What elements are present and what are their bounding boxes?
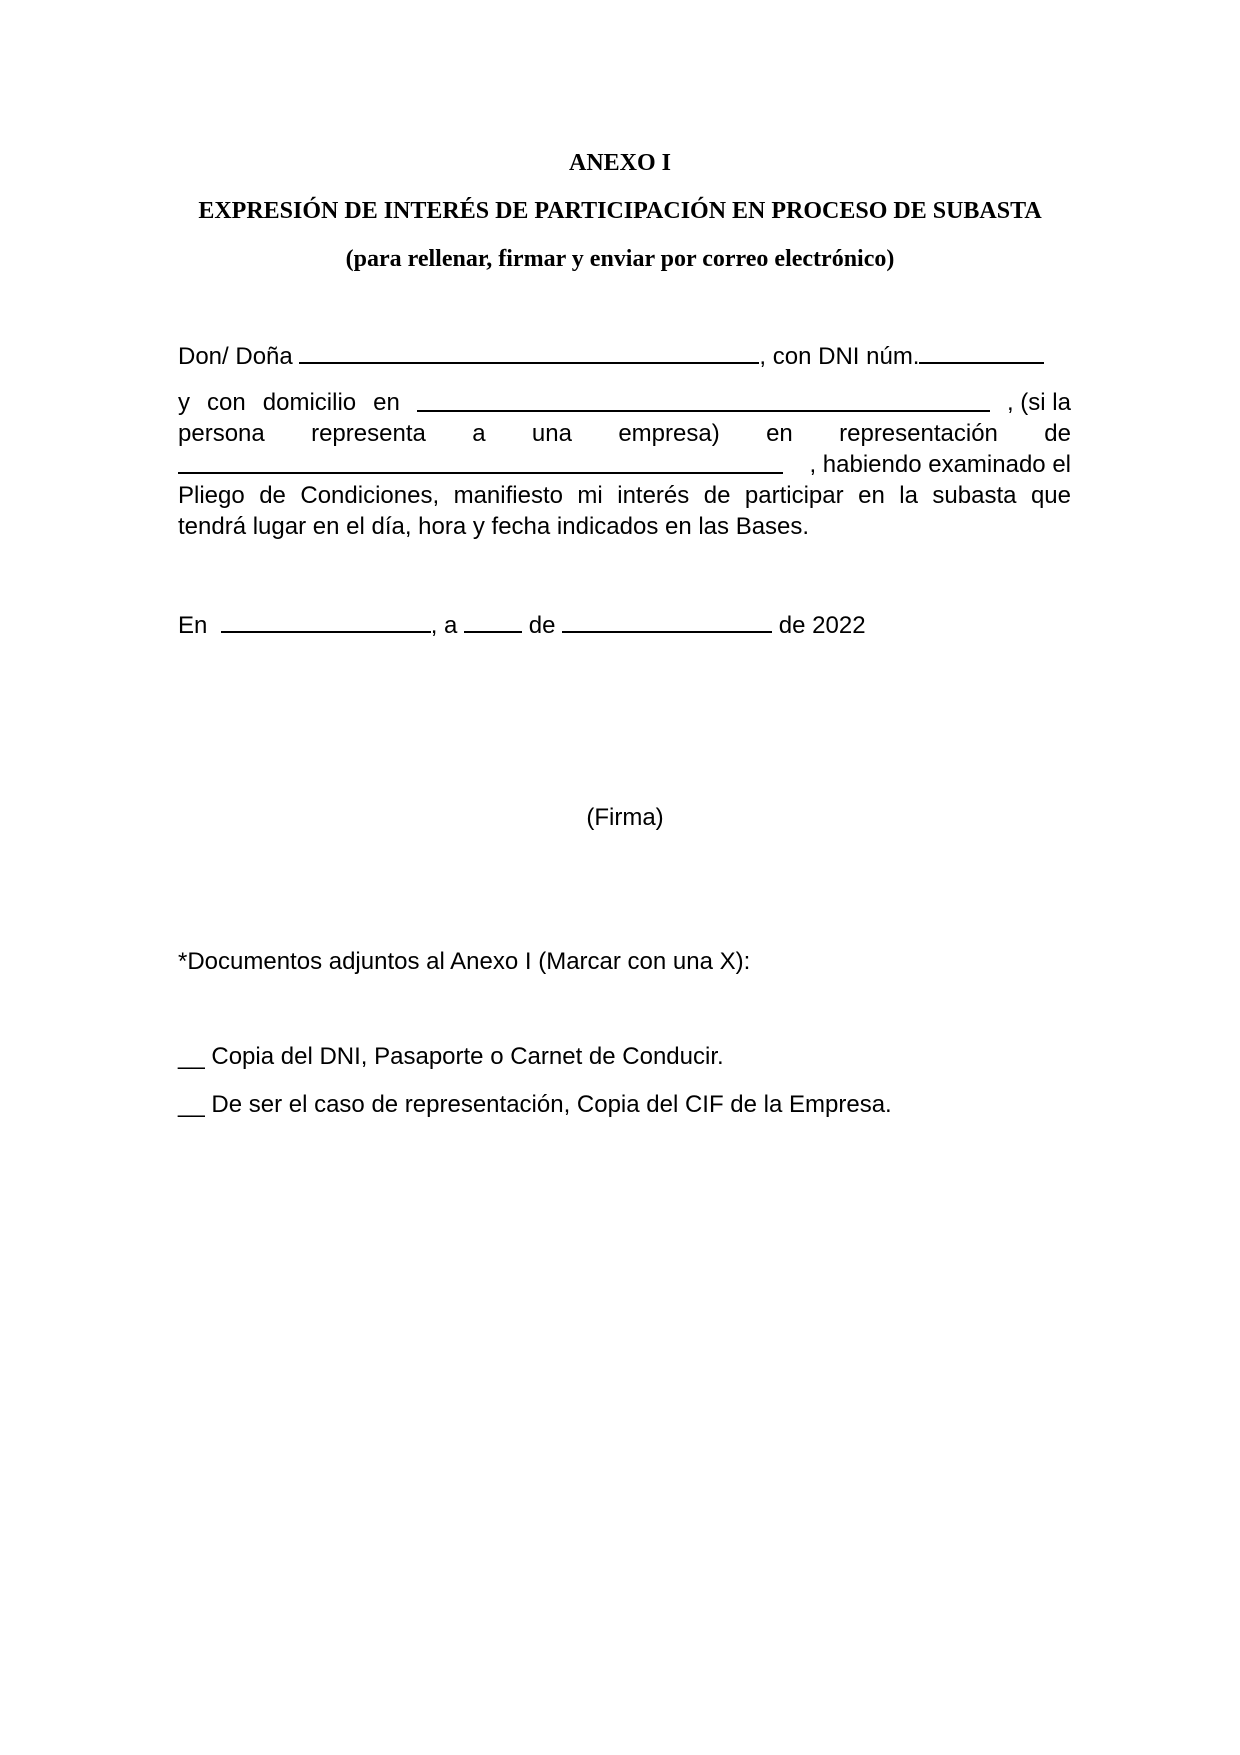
attachments-heading: *Documentos adjuntos al Anexo I (Marcar con una X): bbox=[178, 948, 751, 975]
en-label: En bbox=[178, 612, 208, 639]
signature-label: (Firma) bbox=[586, 804, 664, 831]
line4-end: , habiendo examinado el bbox=[809, 451, 1071, 478]
line3-word: empresa) bbox=[618, 420, 720, 447]
line3-word: a bbox=[472, 420, 486, 447]
day-blank[interactable] bbox=[464, 609, 522, 633]
representation-line bbox=[178, 419, 1071, 449]
line3-word: de bbox=[1044, 420, 1071, 447]
line3-word: persona bbox=[178, 420, 265, 447]
line2-word: y bbox=[178, 389, 190, 416]
line2-end: , (si la bbox=[1006, 389, 1071, 416]
year-label: de 2022 bbox=[778, 612, 866, 639]
company-blank[interactable] bbox=[178, 450, 783, 474]
line2-word: domicilio bbox=[262, 389, 357, 416]
conditions-line: Pliego de Condiciones, manifiesto mi interés de participar en la subasta que bbox=[178, 482, 1071, 509]
line3-word: representación bbox=[839, 420, 998, 447]
attachment-checkmark[interactable]: __ bbox=[178, 1091, 205, 1118]
month-blank[interactable] bbox=[562, 609, 772, 633]
annex-heading: ANEXO I bbox=[568, 150, 671, 176]
attachment-text: De ser el caso de representación, Copia del CIF de la Empresa. bbox=[211, 1091, 892, 1118]
line2-word: con bbox=[207, 389, 246, 416]
dni-blank[interactable] bbox=[919, 340, 1044, 364]
place-blank[interactable] bbox=[221, 609, 431, 633]
document-title: EXPRESIÓN DE INTERÉS DE PARTICIPACIÓN EN PROCESO DE SUBASTA bbox=[198, 198, 1042, 224]
attachment-text: Copia del DNI, Pasaporte o Carnet de Conducir. bbox=[211, 1043, 724, 1070]
address-line bbox=[178, 388, 1071, 418]
dni-label: , con DNI núm. bbox=[759, 343, 920, 370]
bases-line: tendrá lugar en el día, hora y fecha indicados en las Bases. bbox=[178, 513, 810, 540]
line3-word: en bbox=[766, 420, 793, 447]
attachment-item bbox=[178, 1042, 724, 1072]
de-label: de bbox=[528, 612, 556, 639]
name-dni-line bbox=[178, 340, 1044, 372]
a-label: , a bbox=[430, 612, 458, 639]
date-line bbox=[178, 609, 866, 641]
line2-word: en bbox=[373, 389, 400, 416]
company-line bbox=[178, 450, 1071, 480]
attachment-checkmark[interactable]: __ bbox=[178, 1043, 205, 1070]
line3-word: representa bbox=[311, 420, 426, 447]
attachment-item bbox=[178, 1090, 892, 1120]
document-subtitle: (para rellenar, firmar y enviar por correo electrónico) bbox=[345, 246, 895, 272]
name-blank[interactable] bbox=[299, 340, 759, 364]
line3-word: una bbox=[531, 420, 572, 447]
don-dona-label: Don/ Doña bbox=[178, 343, 293, 370]
address-blank[interactable] bbox=[417, 388, 990, 412]
